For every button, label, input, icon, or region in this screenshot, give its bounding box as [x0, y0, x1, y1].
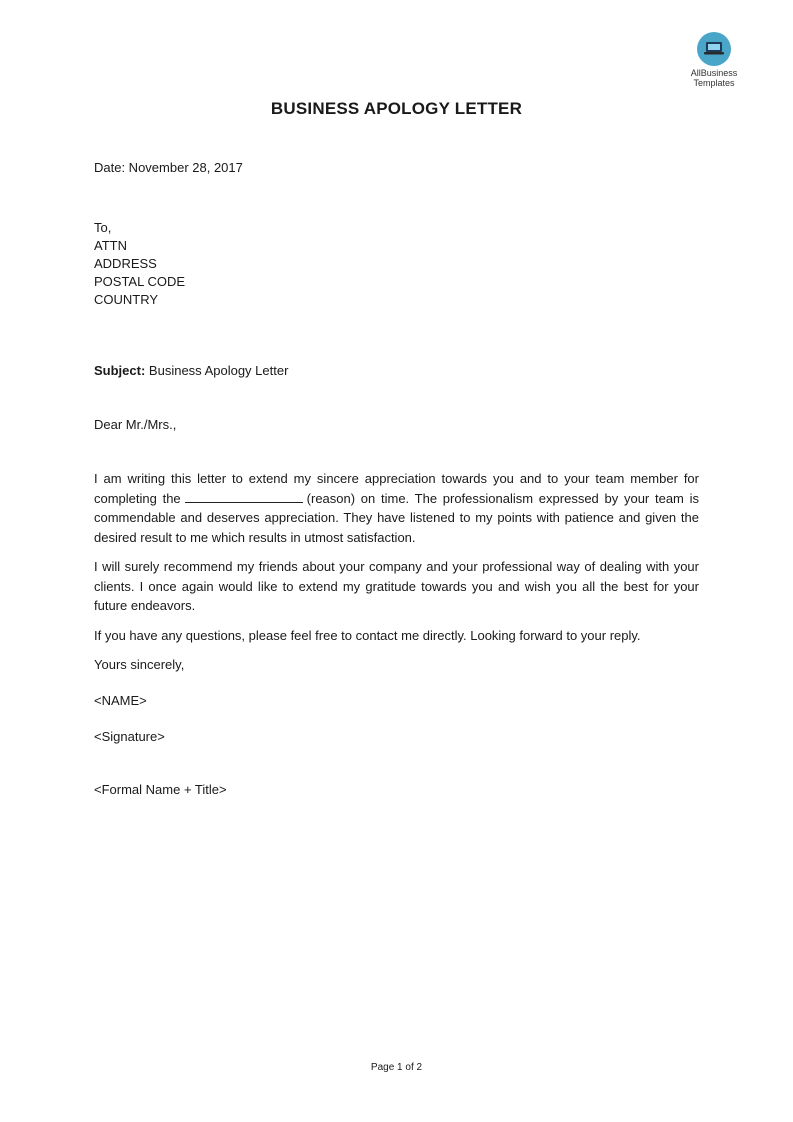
name-placeholder: <NAME>: [94, 693, 147, 708]
formal-name-placeholder: <Formal Name + Title>: [94, 782, 227, 797]
closing: Yours sincerely,: [94, 657, 185, 672]
subject-line: [94, 362, 288, 380]
body-paragraph-1: [94, 469, 699, 547]
body-paragraph-1-start: I am writing this letter to extend my sincere appreciation towards you and to your team member for completing the: [94, 471, 699, 506]
logo-line1: AllBusiness: [690, 68, 738, 78]
laptop-icon: [697, 32, 731, 66]
reason-blank-field: [185, 489, 303, 503]
body-paragraph-3: If you have any questions, please feel free to contact me directly. Looking forward to your reply.: [94, 628, 641, 643]
page-title: BUSINESS APOLOGY LETTER: [270, 99, 523, 118]
subject-value: Business Apology Letter: [148, 363, 289, 378]
allbusiness-logo: [683, 32, 745, 88]
body-paragraph-2: I will surely recommend my friends about your company and your professional way of dealing with your clients. I once again would like to extend my gratitude towards you and wish you all the best for your future endeavors.: [94, 559, 699, 613]
recipient-attn: ATTN: [94, 238, 127, 253]
page-number: Page 1 of 2: [370, 1062, 423, 1073]
recipient-country: COUNTRY: [94, 292, 159, 307]
signature-placeholder: <Signature>: [94, 729, 165, 744]
salutation: Dear Mr./Mrs.,: [94, 417, 177, 432]
subject-label: Subject:: [94, 363, 146, 378]
recipient-address: ADDRESS: [94, 256, 157, 271]
letter-date: Date: November 28, 2017: [94, 160, 243, 175]
recipient-postal-code: POSTAL CODE: [94, 274, 186, 289]
recipient-to: To,: [94, 220, 112, 235]
body-paragraph-1-end: (reason) on time. The professionalism expressed by your team is commendable and deserves appreciation. They have listened to my points with patience and given the desired result to me which results in utmost satisfaction.: [94, 490, 699, 545]
logo-line2: Templates: [693, 78, 735, 88]
